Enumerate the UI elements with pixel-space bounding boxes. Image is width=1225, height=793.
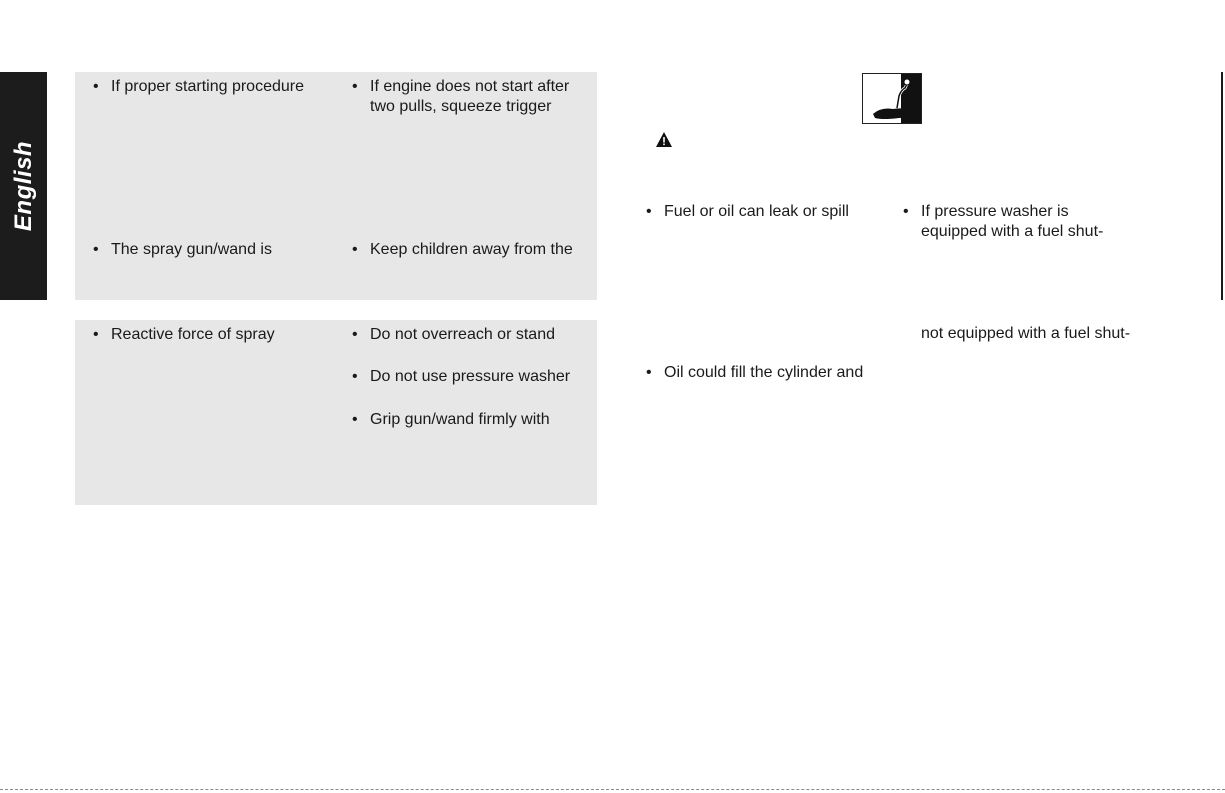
list-item: • The spray gun/wand is [93, 241, 272, 258]
warning-triangle-icon [656, 132, 672, 147]
list-item: • Oil could fill the cylinder and [646, 364, 864, 381]
language-tab [0, 72, 47, 300]
fuel-spill-hazard-icon [862, 73, 922, 124]
list-item: • Reactive force of spray [93, 326, 275, 343]
list-item-continuation: not equipped with a fuel shut- [921, 325, 1131, 342]
list-item: • If engine does not start after two pulls, squeeze trigger [352, 78, 570, 115]
list-item: • If proper starting procedure [93, 78, 304, 95]
list-item: • Grip gun/wand firmly with [352, 411, 550, 428]
language-tab-label: English [9, 140, 37, 232]
list-item: • If pressure washer is equipped with a fuel shut- [903, 203, 1104, 240]
list-item: • Fuel or oil can leak or spill [646, 203, 849, 220]
list-item: • Keep children away from the [352, 241, 573, 258]
list-item: • Do not overreach or stand [352, 326, 555, 343]
page-edge-rule [1221, 72, 1223, 300]
list-item: • Do not use pressure washer [352, 368, 571, 385]
page-bottom-divider [0, 789, 1225, 791]
